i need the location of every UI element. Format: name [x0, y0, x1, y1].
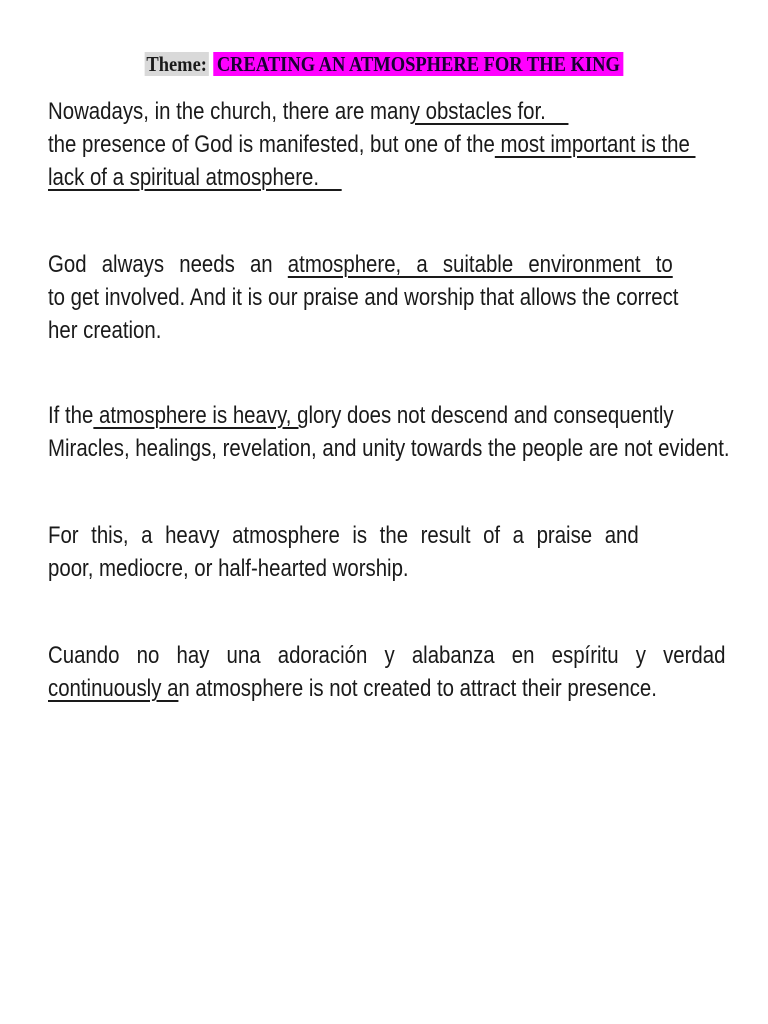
- text-run: God always needs an: [48, 251, 288, 278]
- text-run: n atmosphere is not created to attract their presence.: [178, 675, 657, 702]
- paragraph-line: Cuando no hay una adoración y alabanza en espíritu y verdad: [48, 642, 726, 669]
- text-run: lory does not descend and consequently: [308, 402, 674, 429]
- paragraph-line: [48, 672, 720, 705]
- page-title: [46, 52, 722, 77]
- paragraph-god-needs-atmosphere: [48, 248, 720, 347]
- paragraph-line: Miracles, healings, revelation, and unity towards the people are not evident.: [48, 435, 730, 462]
- underlined-text: atmosphere is heavy, g: [93, 402, 309, 429]
- text-run: Nowadays, in the church, there are man: [48, 98, 410, 125]
- paragraph-line: [48, 399, 720, 432]
- paragraph-obstacles: [48, 95, 720, 194]
- paragraph-line: [48, 248, 673, 281]
- paragraph-heavy-atmosphere: [48, 399, 730, 465]
- theme-label: Theme:: [146, 52, 207, 76]
- underlined-text: lack of a spiritual atmosphere.: [48, 164, 342, 191]
- paragraph-line: [48, 95, 720, 128]
- paragraph-result-of-praise: [48, 519, 720, 585]
- theme-highlighted-text: CREATING AN ATMOSPHERE FOR THE KING: [213, 52, 623, 76]
- underlined-text: most important is the: [494, 131, 696, 158]
- paragraph-line: For this, a heavy atmosphere is the result of a praise and: [48, 522, 639, 549]
- paragraph-line: to get involved. And it is our praise and worship that allows the correct: [48, 284, 679, 311]
- underlined-text: continuously a: [48, 675, 179, 702]
- paragraph-line: her creation.: [48, 317, 162, 344]
- paragraph-line: [48, 128, 720, 161]
- paragraph-line: poor, mediocre, or half-hearted worship.: [48, 555, 409, 582]
- underlined-text: y obstacles for.: [409, 98, 569, 125]
- underlined-text: atmosphere, a suitable environment to: [287, 251, 673, 278]
- paragraph-line: [48, 161, 720, 194]
- text-run: If the: [48, 402, 94, 429]
- paragraph-spirit-and-truth: [48, 639, 726, 705]
- text-run: the presence of God is manifested, but one of the: [48, 131, 495, 158]
